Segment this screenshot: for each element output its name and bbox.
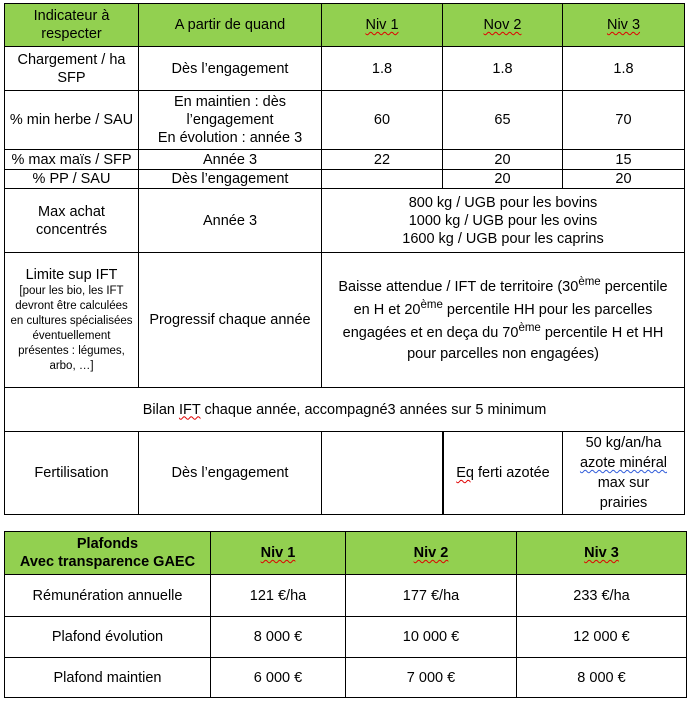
row-when: Année 3 <box>139 150 322 170</box>
fert-n1 <box>322 432 443 515</box>
row-n2: 20 <box>443 170 563 189</box>
ift-description: Baisse attendue / IFT de territoire (30ème percentile en H et 20ème percentile HH pour les parcelles engagées et en deça du 70ème percentile H et HH pour parcelles non engagées) <box>322 253 685 388</box>
row-n1: 1.8 <box>322 47 443 91</box>
table-row <box>5 170 685 189</box>
row-label: Chargement / ha SFP <box>5 47 139 91</box>
indicator-table <box>4 3 685 515</box>
row-n3: 70 <box>563 91 685 150</box>
plafonds-n2: 177 €/ha <box>346 575 517 617</box>
plafonds-n2: 7 000 € <box>346 658 517 698</box>
fert-n3: 50 kg/an/ha azote minéral max sur prairies <box>563 432 685 515</box>
plafonds-label: Rémunération annuelle <box>5 575 211 617</box>
bilan-text: Bilan IFT chaque année, accompagné3 années sur 5 minimum <box>5 388 685 432</box>
row-n1: 22 <box>322 150 443 170</box>
row-n3: 1.8 <box>563 47 685 91</box>
fert-n2 <box>443 432 563 515</box>
row-when: Dès l’engagement <box>139 47 322 91</box>
row-concentres-values: 800 kg / UGB pour les bovins 1000 kg / UGB pour les ovins 1600 kg / UGB pour les caprins <box>322 189 685 253</box>
header-partir: A partir de quand <box>139 4 322 47</box>
fert-n2-split <box>443 432 562 514</box>
table-row-fertilisation <box>5 432 685 515</box>
plafonds-n1: 6 000 € <box>211 658 346 698</box>
indicator-header-row <box>5 4 685 47</box>
row-when: Dès l’engagement <box>139 170 322 189</box>
fert-when: Dès l’engagement <box>139 432 322 515</box>
table-row <box>5 658 687 698</box>
row-when: En maintien : dès l’engagement En évolution : année 3 <box>139 91 322 150</box>
row-n2: 1.8 <box>443 47 563 91</box>
ift-when: Progressif chaque année <box>139 253 322 388</box>
plafonds-label: Plafond maintien <box>5 658 211 698</box>
plafonds-header-niv3: Niv 3 <box>517 532 687 575</box>
plafonds-n1: 121 €/ha <box>211 575 346 617</box>
plafonds-table <box>4 531 687 698</box>
row-label: % max maïs / SFP <box>5 150 139 170</box>
table-row <box>5 47 685 91</box>
row-label: % PP / SAU <box>5 170 139 189</box>
header-niv1: Niv 1 <box>322 4 443 47</box>
table-row <box>5 91 685 150</box>
row-n1 <box>322 170 443 189</box>
row-n3: 20 <box>563 170 685 189</box>
plafonds-n3: 8 000 € <box>517 658 687 698</box>
header-indicateur: Indicateur à respecter <box>5 4 139 47</box>
plafonds-header-row <box>5 532 687 575</box>
row-n1: 60 <box>322 91 443 150</box>
plafonds-n3: 233 €/ha <box>517 575 687 617</box>
plafonds-header-niv1: Niv 1 <box>211 532 346 575</box>
header-niv2: Nov 2 <box>443 4 563 47</box>
plafonds-title: Plafonds Avec transparence GAEC <box>5 532 211 575</box>
table-row-bilan <box>5 388 685 432</box>
plafonds-n2: 10 000 € <box>346 617 517 658</box>
table-row-ift <box>5 253 685 388</box>
table-row <box>5 150 685 170</box>
plafonds-n1: 8 000 € <box>211 617 346 658</box>
row-label: % min herbe / SAU <box>5 91 139 150</box>
plafonds-n3: 12 000 € <box>517 617 687 658</box>
plafonds-label: Plafond évolution <box>5 617 211 658</box>
row-n2: 65 <box>443 91 563 150</box>
table-row <box>5 189 685 253</box>
table-row <box>5 575 687 617</box>
header-niv3: Niv 3 <box>563 4 685 47</box>
row-n3: 15 <box>563 150 685 170</box>
fert-n2-text: Eq ferti azotée <box>456 465 550 481</box>
plafonds-header-niv2: Niv 2 <box>346 532 517 575</box>
row-n2: 20 <box>443 150 563 170</box>
fert-label: Fertilisation <box>5 432 139 515</box>
ift-label: Limite sup IFT [pour les bio, les IFT devront être calculées en cultures spécialisées éventuellement présentes : légumes, arbo, …] <box>5 253 139 388</box>
row-label: Max achat concentrés <box>5 189 139 253</box>
table-row <box>5 617 687 658</box>
row-when: Année 3 <box>139 189 322 253</box>
